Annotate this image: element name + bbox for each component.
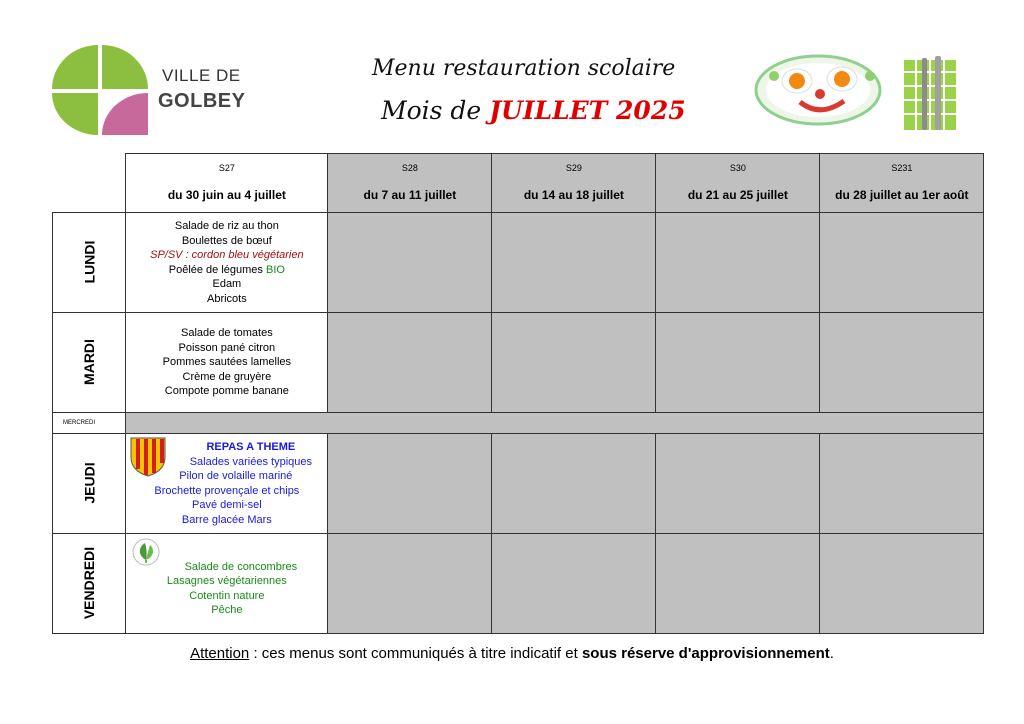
empty-cell xyxy=(820,434,984,534)
menu-fromage: Pavé demi-sel xyxy=(192,499,262,511)
bio-label: BIO xyxy=(266,263,285,276)
empty-cell xyxy=(328,313,492,413)
row-mardi xyxy=(53,313,984,413)
menu-plat: Boulettes de bœuf xyxy=(181,234,272,247)
week-header xyxy=(126,154,328,213)
corner-cell xyxy=(53,154,126,213)
footer-text: : ces menus sont communiqués à titre indicatif et xyxy=(249,645,582,662)
menu-accompagnement: Brochette provençale et chips xyxy=(154,484,300,497)
week-code: S28 xyxy=(401,162,418,173)
menu-plat: Pilon de volaille mariné xyxy=(179,470,293,482)
week-header xyxy=(656,154,820,213)
footer-notice xyxy=(0,645,1024,662)
week-code: S27 xyxy=(218,162,235,173)
menu-cell-jeudi xyxy=(126,434,328,534)
empty-cell xyxy=(656,313,820,413)
day-label-mercredi: MERCREDI xyxy=(53,413,126,434)
day-label-mardi: MARDI xyxy=(53,313,126,413)
day-label-jeudi: JEUDI xyxy=(53,434,126,534)
day-label-vendredi: VENDREDI xyxy=(53,534,126,634)
empty-cell xyxy=(656,434,820,534)
attention-label: Attention xyxy=(190,645,250,662)
week-range: du 30 juin au 4 juillet xyxy=(167,187,286,202)
week-code: S30 xyxy=(729,162,746,173)
week-header xyxy=(328,154,492,213)
menu-fromage: Edam xyxy=(212,278,242,290)
menu-vegetarien: SP/SV : cordon bleu végétarien xyxy=(150,249,304,261)
week-range: du 28 juillet au 1er août xyxy=(835,187,969,202)
logo-text-ville: VILLE DE xyxy=(162,66,241,85)
menu-dessert: Barre glacée Mars xyxy=(181,513,272,526)
page-title: Menu restauration scolaire xyxy=(372,56,676,81)
row-lundi xyxy=(53,213,984,313)
subtitle-month: JUILLET 2025 xyxy=(489,96,686,125)
theme-title: REPAS A THEME xyxy=(206,441,296,453)
logo-text-golbey: GOLBEY xyxy=(158,90,246,112)
subtitle-prefix: Mois de xyxy=(381,96,482,125)
menu-plat: Lasagnes végétariennes xyxy=(166,575,287,587)
week-header xyxy=(492,154,656,213)
empty-cell xyxy=(820,313,984,413)
menu-cell-mardi xyxy=(126,313,328,413)
week-range: du 14 au 18 juillet xyxy=(523,187,624,202)
golbey-logo-icon xyxy=(52,45,148,135)
empty-cell xyxy=(328,434,492,534)
menu-entree: Salade de tomates xyxy=(180,327,273,340)
menu-entree: Salade de riz au thon xyxy=(174,220,279,232)
empty-cell xyxy=(492,434,656,534)
menu-cell-lundi xyxy=(126,213,328,313)
menu-fromage: Crème de gruyère xyxy=(182,370,272,383)
footer-bold: sous réserve d'approvisionnement xyxy=(581,645,830,662)
page-subtitle xyxy=(381,96,686,125)
catalan-shield-icon xyxy=(130,437,166,477)
empty-cell xyxy=(328,534,492,634)
week-range: du 21 au 25 juillet xyxy=(687,187,788,202)
smiley-egg-plate-icon xyxy=(752,46,968,138)
vegetarian-leaf-icon xyxy=(132,538,160,566)
row-jeudi xyxy=(53,434,984,534)
empty-cell xyxy=(492,313,656,413)
row-mercredi xyxy=(53,413,984,434)
empty-cell xyxy=(492,534,656,634)
menu-accompagnement: Pommes sautées lamelles xyxy=(162,356,292,369)
header-row xyxy=(53,154,984,213)
menu-dessert: Abricots xyxy=(206,292,247,305)
menu-plat: Poisson pané citron xyxy=(178,341,276,354)
row-vendredi xyxy=(53,534,984,634)
menu-dessert: Pêche xyxy=(211,604,243,616)
empty-cell xyxy=(820,534,984,634)
week-range: du 7 au 11 juillet xyxy=(363,187,457,202)
menu-dessert: Compote pomme banane xyxy=(164,385,289,398)
empty-cell xyxy=(656,213,820,313)
menu-accompagnement: Poêlée de légumes BIO xyxy=(168,263,285,276)
week-code: S29 xyxy=(565,162,582,173)
week-code: S231 xyxy=(891,162,913,173)
menu-table xyxy=(52,153,984,634)
empty-cell xyxy=(328,213,492,313)
menu-cell-vendredi xyxy=(126,534,328,634)
footer-end: . xyxy=(829,645,834,662)
menu-entree: Salades variées typiques xyxy=(189,455,312,468)
menu-fromage: Cotentin nature xyxy=(189,589,265,602)
mercredi-closed-cell xyxy=(126,413,984,434)
day-label-lundi: LUNDI xyxy=(53,213,126,313)
empty-cell xyxy=(492,213,656,313)
week-header xyxy=(820,154,984,213)
empty-cell xyxy=(656,534,820,634)
empty-cell xyxy=(820,213,984,313)
menu-entree: Salade de concombres xyxy=(184,560,298,573)
